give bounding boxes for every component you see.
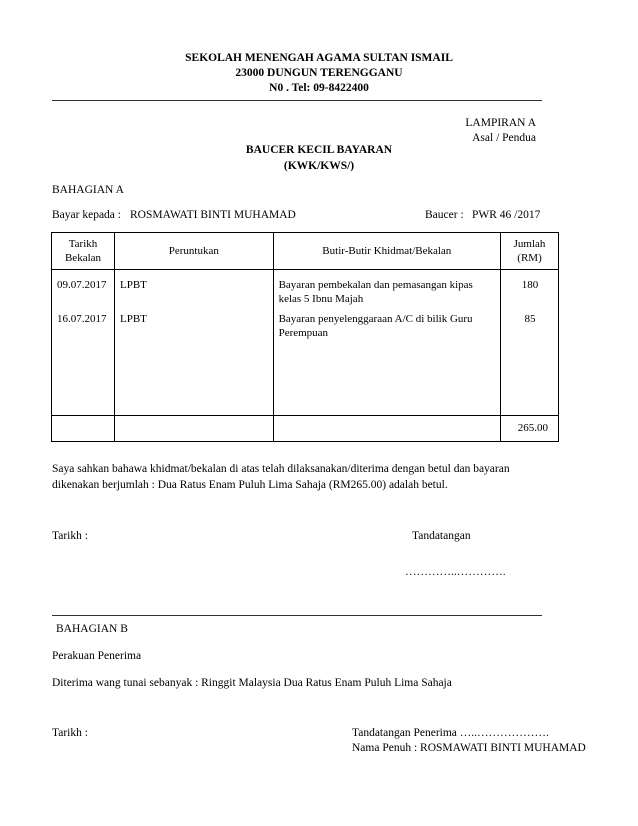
bayar-kepada-label: Bayar kepada :	[52, 209, 121, 221]
table-total-row	[52, 416, 559, 442]
copy-label: Asal / Pendua	[472, 132, 536, 144]
row-tarikh: 09.07.2017	[57, 279, 107, 291]
diterima-wang: Diterima wang tunai sebanyak : Ringgit Malaysia Dua Ratus Enam Puluh Lima Sahaja	[52, 677, 452, 689]
certification-line1: Saya sahkan bahawa khidmat/bekalan di atas telah dilaksanakan/diterima dengan betul dan bayaran	[52, 463, 510, 475]
row-tarikh: 16.07.2017	[57, 312, 107, 325]
tarikh-label-a: Tarikh :	[52, 530, 88, 542]
row-peruntukan: LPBT	[119, 312, 147, 325]
school-phone: N0 . Tel: 09-8422400	[269, 82, 369, 94]
header-divider	[52, 100, 542, 101]
table-row	[52, 270, 559, 308]
lampiran-label: LAMPIRAN A	[465, 117, 536, 129]
school-name: SEKOLAH MENENGAH AGAMA SULTAN ISMAIL	[185, 52, 453, 64]
perakuan-penerima: Perakuan Penerima	[52, 650, 142, 662]
voucher-title: BAUCER KECIL BAYARAN	[245, 144, 393, 156]
tarikh-label-b: Tarikh :	[52, 727, 88, 739]
row-butir: Bayaran pembekalan dan pemasangan kipas kelas 5 Ibnu Majah	[278, 279, 473, 305]
table-row-empty	[52, 352, 559, 416]
row-peruntukan: LPBT	[119, 279, 147, 291]
tandatangan-label: Tandatangan	[412, 530, 471, 542]
signature-line: …………..………….	[405, 566, 506, 578]
baucer-value: PWR 46 /2017	[472, 209, 541, 221]
certification-line2: dikenakan berjumlah : Dua Ratus Enam Puluh Lima Sahaja (RM265.00) adalah betul.	[52, 479, 448, 491]
voucher-table	[51, 232, 559, 442]
section-a-heading: BAHAGIAN A	[52, 184, 124, 196]
nama-penuh: Nama Penuh : ROSMAWATI BINTI MUHAMAD	[352, 742, 586, 754]
tandatangan-penerima: Tandatangan Penerima …..……………….	[352, 727, 549, 739]
table-row	[52, 308, 559, 352]
total-amount: 265.00	[517, 422, 548, 434]
row-jumlah: 85	[524, 312, 536, 325]
section-b-heading: BAHAGIAN B	[56, 623, 128, 635]
row-jumlah: 180	[521, 279, 539, 291]
baucer-label: Baucer :	[425, 209, 464, 221]
section-divider	[52, 615, 542, 616]
voucher-subtitle: (KWK/KWS/)	[283, 160, 355, 172]
bayar-kepada-value: ROSMAWATI BINTI MUHAMAD	[130, 209, 296, 221]
header-tarikh: Tarikh Bekalan	[52, 233, 115, 270]
header-jumlah: Jumlah (RM)	[501, 233, 559, 270]
header-butir: Butir-Butir Khidmat/Bekalan	[273, 233, 500, 270]
header-peruntukan: Peruntukan	[114, 233, 273, 270]
school-address: 23000 DUNGUN TERENGGANU	[235, 67, 403, 79]
row-butir: Bayaran penyelenggaraan A/C di bilik Guru Perempuan	[278, 312, 473, 339]
